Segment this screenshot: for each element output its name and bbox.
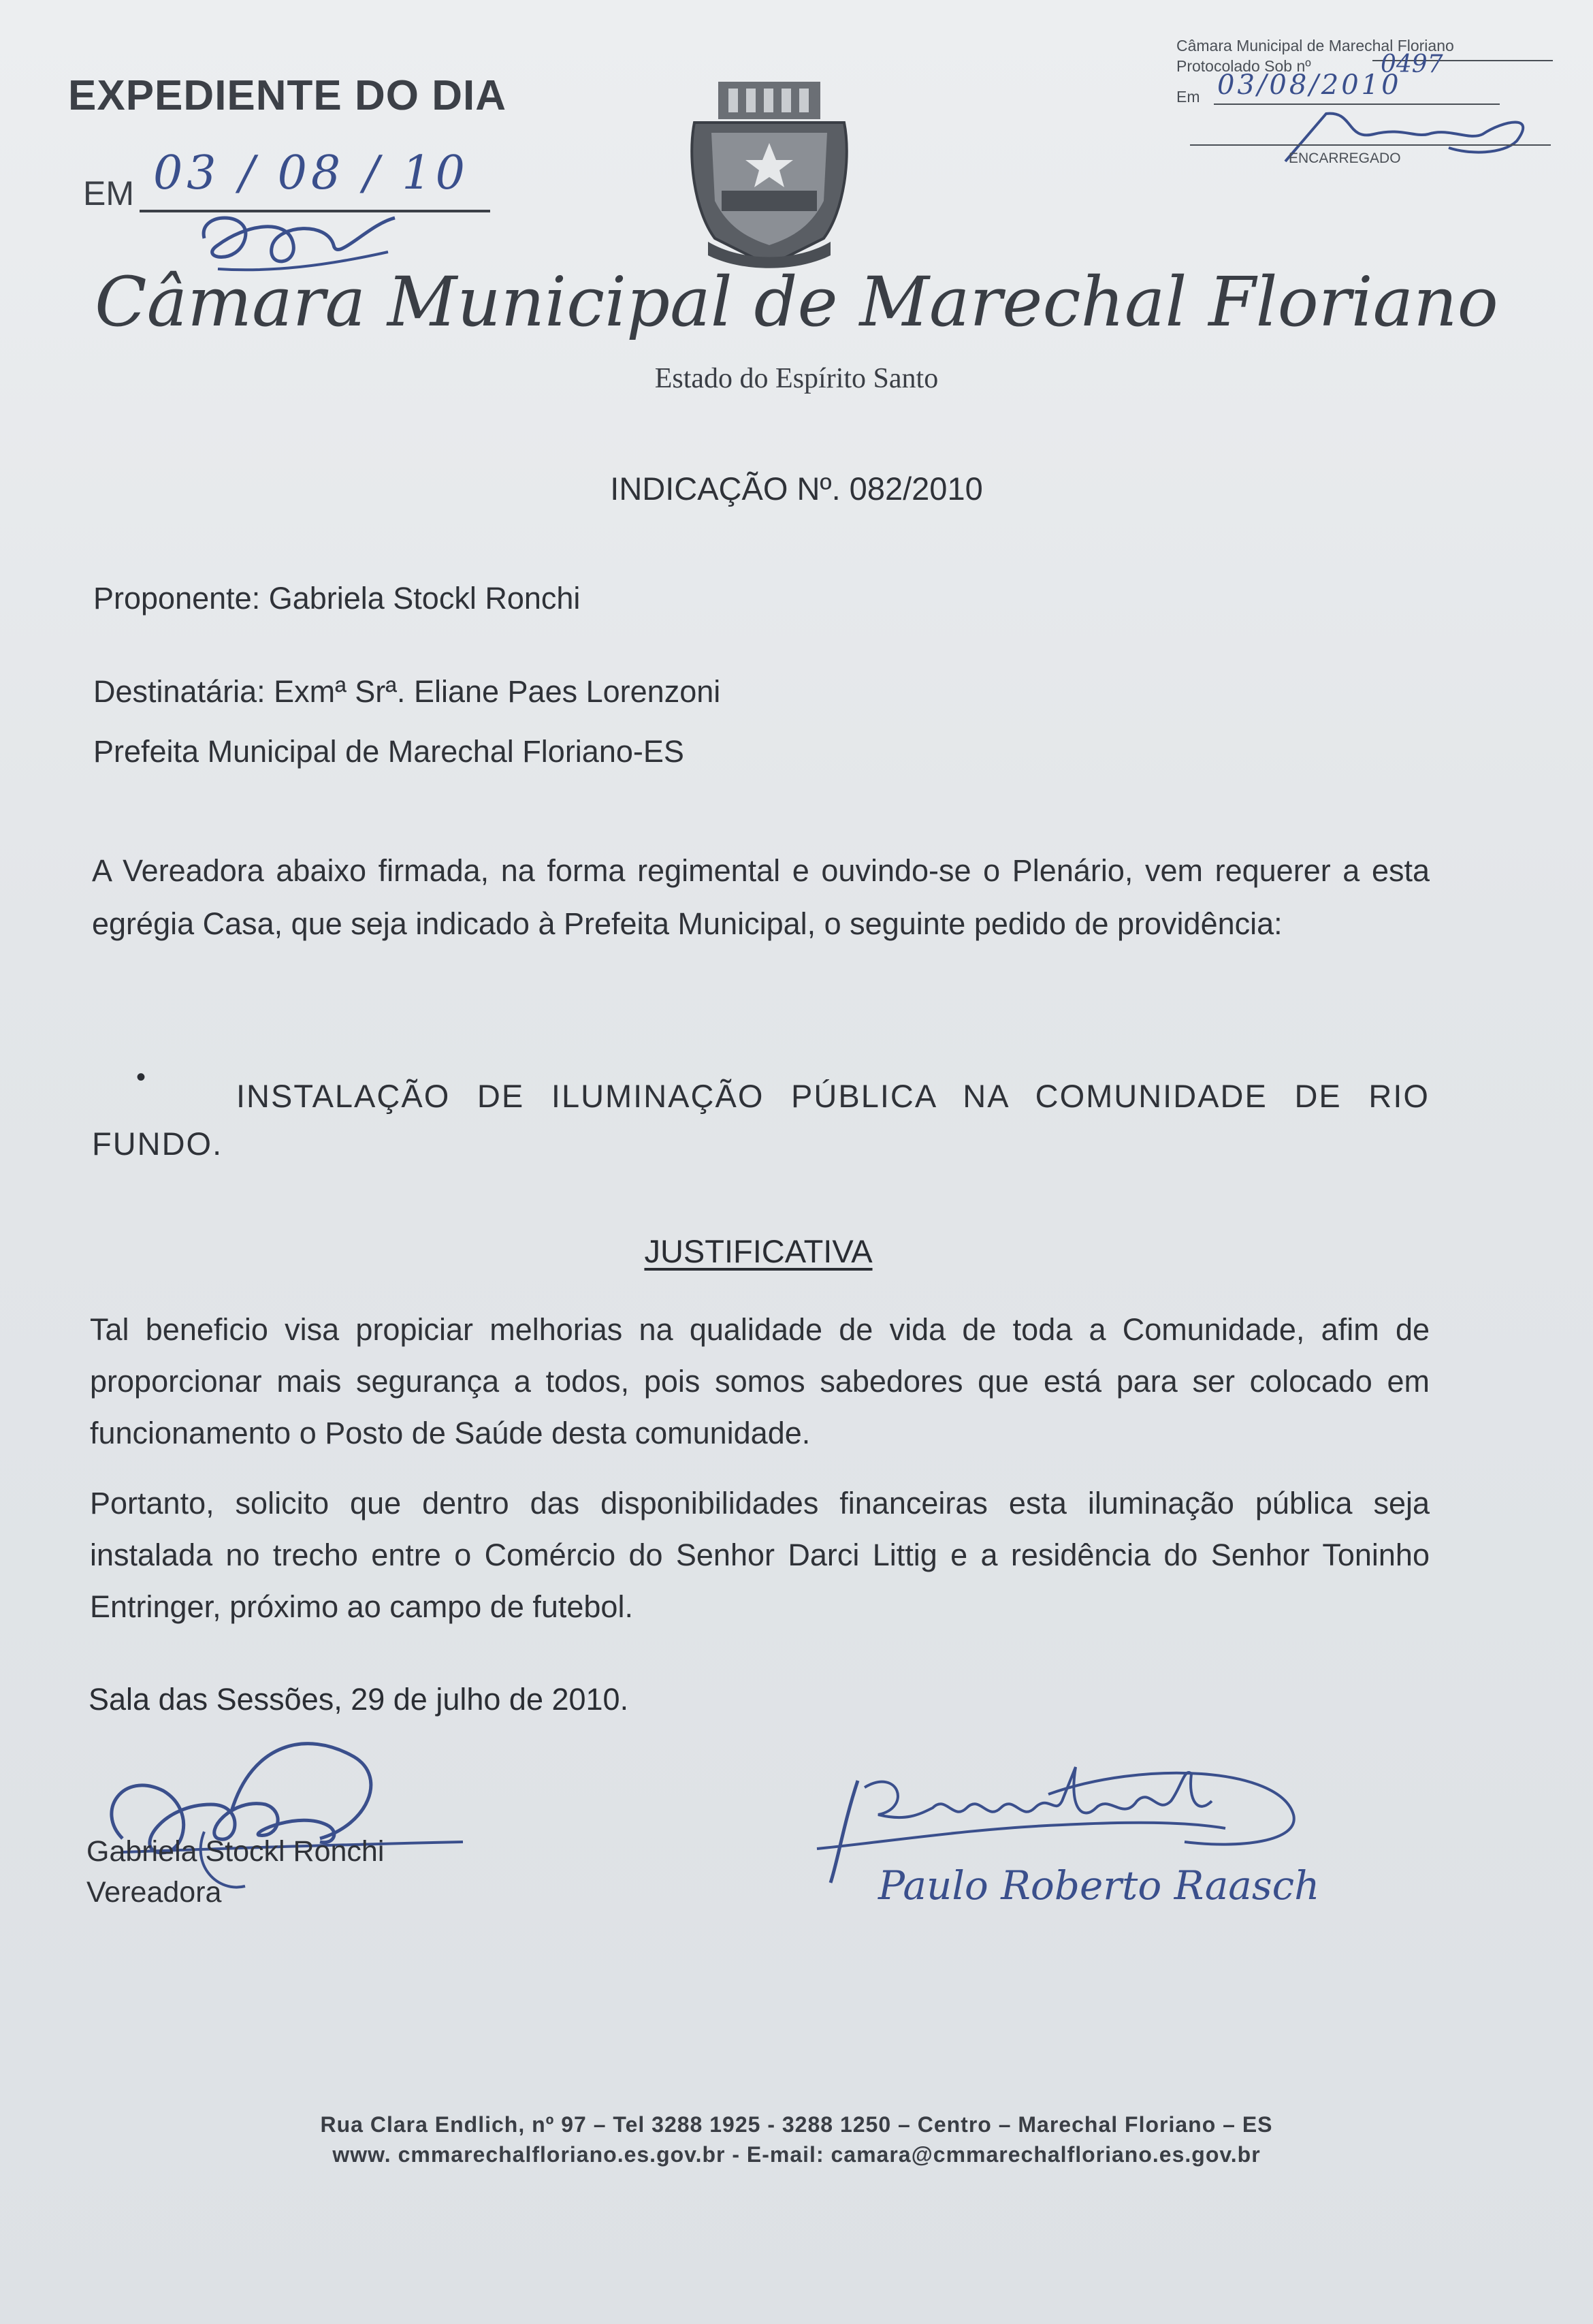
footer: [0, 2110, 1593, 2169]
justificativa-paragraph-2: Portanto, solicito que dentro das disponibilidades financeiras esta iluminação pública seja instalada no trecho entre o Comércio do Senhor Darci Littig e a residência do Senhor Toninho Entringer, próximo ao campo de futebol.: [90, 1486, 1430, 1624]
protocol-signature-line: [1190, 144, 1551, 146]
prefeita-line: Prefeita Municipal de Marechal Floriano-ES: [93, 734, 684, 769]
expediente-stamp: EXPEDIENTE DO DIA: [68, 72, 506, 119]
intro-paragraph: A Vereadora abaixo firmada, na forma regimental e ouvindo-se o Plenário, vem requerer a esta egrégia Casa, que seja indicado à Prefeita Municipal, o seguinte pedido de providência:: [92, 853, 1430, 941]
protocol-stamp: [1176, 35, 1558, 166]
session-date: Sala das Sessões, 29 de julho de 2010.: [88, 1682, 629, 1717]
justificativa-paragraph-1: Tal beneficio visa propiciar melhorias na qualidade de vida de toda a Comunidade, afim de proporcionar mais segurança a todos, pois somos sabedores que está para ser colocado em funcionamento o Posto de Saúde desta comunidade.: [90, 1312, 1430, 1450]
footer-address: Rua Clara Endlich, nº 97 – Tel 3288 1925 - 3288 1250 – Centro – Marechal Floriano – ES: [320, 2112, 1273, 2137]
signer-1-name: Gabriela Stockl Ronchi: [86, 1835, 385, 1868]
expediente-date: 03 / 08 / 10: [153, 146, 469, 200]
protocol-chamber: Câmara Municipal de Marechal Floriano: [1176, 37, 1454, 54]
protocol-number: 0497: [1381, 50, 1443, 78]
signer-1-role: Vereadora: [86, 1876, 222, 1909]
footer-contact: www. cmmarechalfloriano.es.gov.br - E-mail: camara@cmmarechalfloriano.es.gov.br: [332, 2142, 1261, 2167]
bullet-icon: •: [136, 1062, 146, 1092]
proponente-line: Proponente: Gabriela Stockl Ronchi: [93, 581, 581, 616]
chamber-title: Câmara Municipal de Marechal Floriano: [95, 262, 1498, 342]
request-item: INSTALAÇÃO DE ILUMINAÇÃO PÚBLICA NA COMUNIDADE DE RIO FUNDO.: [92, 1078, 1430, 1162]
protocol-encarregado: ENCARREGADO: [1289, 150, 1401, 166]
expediente-em-label: EM: [83, 174, 134, 212]
state-subtitle: Estado do Espírito Santo: [654, 363, 939, 394]
justificativa-heading: JUSTIFICATIVA: [644, 1233, 873, 1269]
destinataria-line: Destinatária: Exmª Srª. Eliane Paes Lorenzoni: [93, 674, 721, 709]
protocol-label: Protocolado Sob nº: [1176, 57, 1311, 75]
protocol-em-label: Em: [1176, 88, 1200, 106]
signer-2-handwritten-name: Paulo Roberto Raasch: [878, 1862, 1320, 1909]
document-number: INDICAÇÃO Nº. 082/2010: [610, 471, 983, 507]
protocol-date-line: [1214, 104, 1500, 105]
coat-of-arms-icon: [681, 75, 858, 272]
protocol-date: 03/08/2010: [1217, 69, 1402, 101]
